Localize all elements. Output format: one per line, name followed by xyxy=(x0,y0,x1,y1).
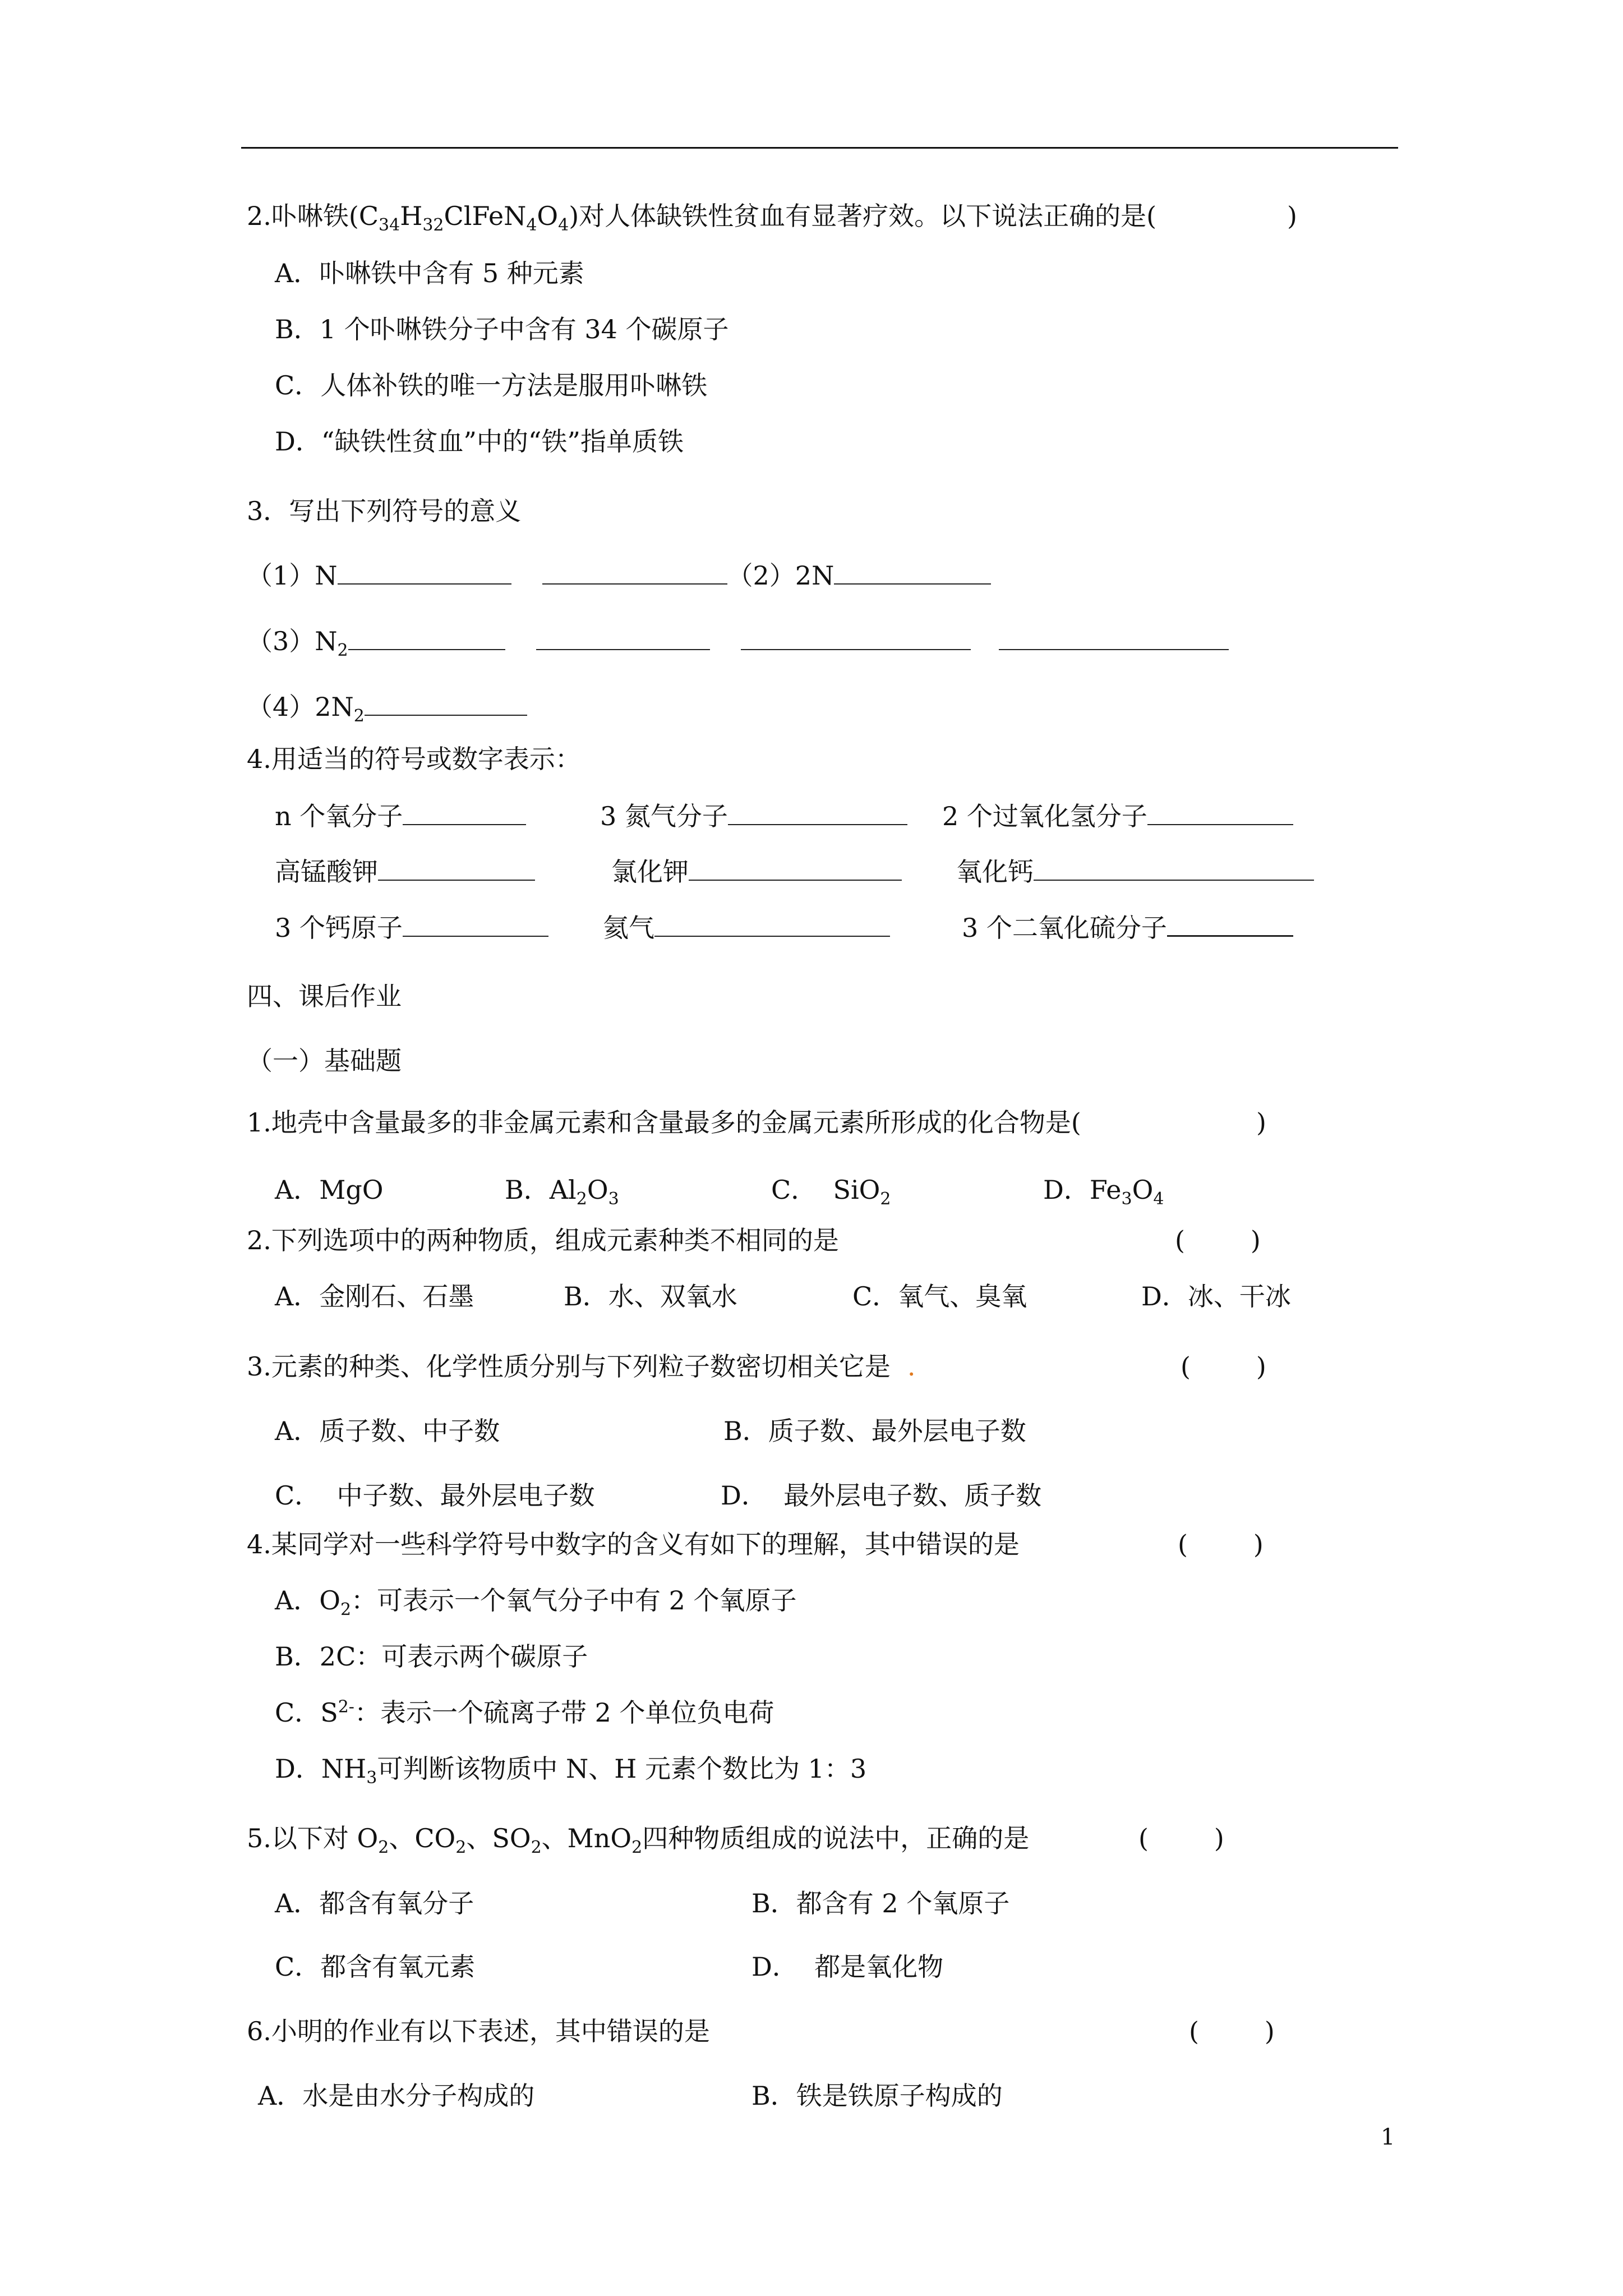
hw-q3-option-b: B．质子数、最外层电子数 xyxy=(723,1416,1026,1446)
hw-q3-option-d: D． 最外层电子数、质子数 xyxy=(721,1480,1042,1511)
header-rule xyxy=(241,147,1398,149)
answer-blank[interactable] xyxy=(378,855,535,881)
answer-blank[interactable] xyxy=(689,855,902,881)
q2-option-d: D．“缺铁性贫血”中的“铁”指单质铁 xyxy=(275,426,684,457)
hw-q3-paren: ( ) xyxy=(1181,1351,1266,1382)
hw-q5-option-a: A．都含有氧分子 xyxy=(275,1888,474,1918)
hw-q6-paren: ( ) xyxy=(1189,2016,1275,2046)
hw-q2-stem: 2.下列选项中的两种物质，组成元素种类不相同的是 xyxy=(247,1225,839,1255)
answer-blank[interactable] xyxy=(999,624,1229,650)
hw-q3-option-c: C． 中子数、最外层电子数 xyxy=(275,1480,595,1511)
q4-title: 4.用适当的符号或数字表示： xyxy=(247,744,581,774)
q3-line-1: （1）N （2）2N xyxy=(247,558,991,593)
q2-option-a: A．卟啉铁中含有 5 种元素 xyxy=(275,258,584,288)
hw-q2-option-d: D．冰、干冰 xyxy=(1141,1281,1291,1312)
answer-blank[interactable] xyxy=(728,799,907,825)
hw-q3-option-a: A．质子数、中子数 xyxy=(275,1416,500,1446)
page-number: 1 xyxy=(1381,2124,1395,2150)
q2-option-c: C．人体补铁的唯一方法是服用卟啉铁 xyxy=(275,370,708,401)
hw-q4-paren: ( ) xyxy=(1178,1529,1264,1559)
answer-blank[interactable] xyxy=(403,799,526,825)
q4-item-6: 氧化钙 xyxy=(956,854,1314,889)
answer-blank[interactable] xyxy=(338,559,511,585)
hw-q5-paren: ( ) xyxy=(1138,1823,1224,1853)
answer-blank[interactable] xyxy=(1167,910,1293,937)
answer-blank[interactable] xyxy=(542,559,727,585)
answer-blank[interactable] xyxy=(654,911,890,937)
answer-blank[interactable] xyxy=(403,911,548,937)
hw-q2-option-b: B．水、双氧水 xyxy=(564,1281,737,1312)
q4-item-4: 高锰酸钾 xyxy=(275,854,535,889)
hw-q5-option-b: B．都含有 2 个氧原子 xyxy=(751,1888,1010,1918)
q4-item-2: 3 氮气分子 xyxy=(600,799,907,834)
q2-paren-close: ) xyxy=(1287,201,1297,231)
q4-item-3: 2 个过氧化氢分子 xyxy=(942,799,1293,834)
hw-q4-stem: 4.某同学对一些科学符号中数字的含义有如下的理解，其中错误的是 xyxy=(247,1529,1020,1559)
hw-q6-option-a: A．水是由水分子构成的 xyxy=(258,2081,535,2111)
answer-blank[interactable] xyxy=(348,624,505,650)
hw-q3-stem: 3.元素的种类、化学性质分别与下列粒子数密切相关它是 . xyxy=(247,1351,916,1382)
q4-item-1: n 个氧分子 xyxy=(275,799,526,834)
q3-line-3: $(4)2N_2$ xyxy=(247,689,527,724)
hw-q5-stem: 5.以下对 $O_2$、$CO_2$、$SO_2$、MnO$_2$四种物质组成的说法中，正确的是 xyxy=(247,1823,1030,1858)
hw-q6-option-b: B．铁是铁原子构成的 xyxy=(751,2081,1003,2111)
answer-blank[interactable] xyxy=(1034,855,1314,881)
q3-line-2: $(3)N_2$ xyxy=(247,624,1229,659)
hw-q4-option-a: A．$O_2$：可表示一个氧气分子中有 2 个氧原子 xyxy=(275,1585,797,1620)
hw-q5-option-c: C．都含有氧元素 xyxy=(275,1952,476,1982)
hw-q1-stem: 1.地壳中含量最多的非金属元素和含量最多的金属元素所形成的化合物是( xyxy=(247,1107,1081,1138)
hw-q5-option-d: D． 都是氧化物 xyxy=(751,1952,944,1982)
answer-blank[interactable] xyxy=(536,624,710,650)
hw-q4-option-c: C．$S^{2-}$：表示一个硫离子带 2 个单位负电荷 xyxy=(275,1697,774,1728)
q4-item-7: 3 个钙原子 xyxy=(275,910,548,945)
subsection-title: （一）基础题 xyxy=(247,1046,402,1076)
q4-item-9: 3 个二氧化硫分子 xyxy=(962,910,1293,945)
q4-item-8: 氦气 xyxy=(603,910,890,945)
hw-q2-option-a: A．金刚石、石墨 xyxy=(275,1281,474,1312)
section-title: 四、课后作业 xyxy=(247,981,402,1011)
hw-q2-option-c: C．氧气、臭氧 xyxy=(852,1281,1027,1312)
answer-blank[interactable] xyxy=(741,624,971,650)
answer-blank[interactable] xyxy=(834,559,991,585)
hw-q2-paren: ( ) xyxy=(1175,1225,1261,1255)
hw-q4-option-d: D．$NH_3$可判断该物质中 N、H 元素个数比为 1：3 xyxy=(275,1754,867,1788)
q3-title: 3．写出下列符号的意义 xyxy=(247,496,522,526)
q2-stem: 2.卟啉铁$(C_{34}H_{32}ClFeN_4O_4)$对人体缺铁性贫血有显著疗效。以下说法正确的是( xyxy=(247,201,1157,236)
answer-blank[interactable] xyxy=(1147,799,1293,825)
q4-item-5: 氯化钾 xyxy=(611,854,902,889)
hw-q1-option-b: B．$Al_2O_3$ xyxy=(505,1175,619,1209)
answer-blank[interactable] xyxy=(365,690,527,716)
hw-q4-option-b: B．2C：可表示两个碳原子 xyxy=(275,1641,588,1672)
hw-q6-stem: 6.小明的作业有以下表述，其中错误的是 xyxy=(247,2016,710,2046)
hw-q1-paren-close: ) xyxy=(1256,1107,1266,1138)
hw-q1-option-a: A．MgO xyxy=(275,1175,384,1205)
hw-q1-option-c: C． SiO$_2$ xyxy=(771,1175,891,1209)
q2-option-b: B．1 个卟啉铁分子中含有 34 个碳原子 xyxy=(275,314,729,344)
hw-q1-option-d: D．$Fe_3O_4$ xyxy=(1043,1175,1164,1209)
